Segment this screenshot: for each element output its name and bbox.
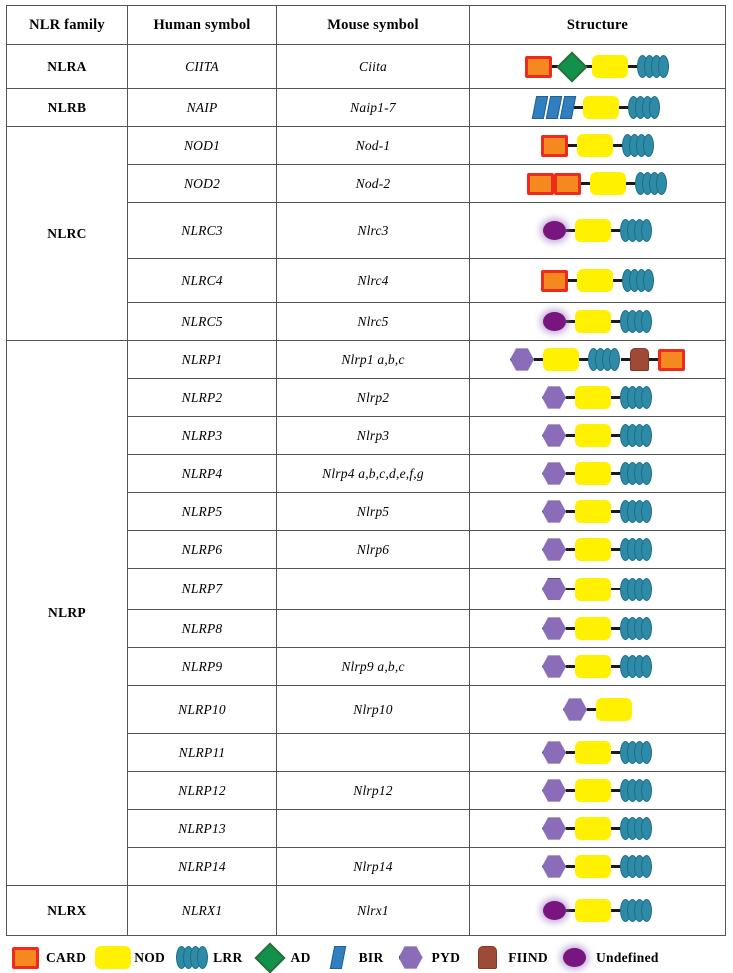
human-symbol-cell: NLRP12 xyxy=(128,772,277,810)
mouse-symbol-cell: Nlrc5 xyxy=(277,303,470,341)
family-cell-nlrp: NLRP xyxy=(7,341,128,886)
nod-domain-icon xyxy=(592,55,628,78)
lrr-domain-icon xyxy=(620,899,653,922)
legend-item-fiind xyxy=(470,946,558,969)
nod-domain-icon xyxy=(575,899,611,922)
nod-domain-icon xyxy=(575,310,611,333)
legend-item-ad xyxy=(253,947,321,969)
human-symbol-cell: NLRP11 xyxy=(128,734,277,772)
legend-label: AD xyxy=(290,949,311,965)
legend-glyph-wrapper xyxy=(96,946,130,969)
structure-diagram xyxy=(470,266,725,296)
structure-diagram xyxy=(470,345,725,375)
pyd-domain-icon xyxy=(542,538,566,561)
domain-linker xyxy=(566,510,575,513)
structure-cell xyxy=(470,772,726,810)
mouse-symbol-cell: Nlrp9 a,b,c xyxy=(277,648,470,686)
nod-domain-icon xyxy=(590,172,626,195)
lrr-domain-icon xyxy=(620,779,653,802)
domain-linker xyxy=(568,279,577,282)
ad-domain-icon xyxy=(556,51,587,82)
nod-domain-icon xyxy=(575,779,611,802)
human-symbol-cell: NLRC3 xyxy=(128,203,277,259)
domain-linker xyxy=(611,510,620,513)
human-symbol-cell: NLRP9 xyxy=(128,648,277,686)
domain-linker xyxy=(566,789,575,792)
pyd-domain-icon xyxy=(510,348,534,371)
structure-diagram xyxy=(470,459,725,489)
lrr-domain-icon xyxy=(622,269,655,292)
structure-diagram xyxy=(470,574,725,604)
lrr-domain-icon xyxy=(620,655,653,678)
mouse-symbol-cell xyxy=(277,734,470,772)
domain-linker xyxy=(566,751,575,754)
structure-diagram xyxy=(470,52,725,82)
nod-domain-icon xyxy=(596,698,632,721)
human-symbol-cell: CIITA xyxy=(128,45,277,89)
nod-domain-icon xyxy=(575,741,611,764)
nod-domain-icon xyxy=(575,817,611,840)
family-cell-nlrc: NLRC xyxy=(7,127,128,341)
legend-item-bir xyxy=(321,946,394,969)
structure-cell xyxy=(470,303,726,341)
lrr-domain-icon xyxy=(620,741,653,764)
card-domain-icon xyxy=(554,173,581,195)
domain-linker xyxy=(611,865,620,868)
lrr-domain-icon xyxy=(620,500,653,523)
domain-linker xyxy=(534,358,543,361)
legend-glyph-wrapper xyxy=(394,946,428,969)
mouse-symbol-cell: Nlrp4 a,b,c,d,e,f,g xyxy=(277,455,470,493)
structure-diagram xyxy=(470,776,725,806)
structure-cell xyxy=(470,886,726,936)
mouse-symbol-cell xyxy=(277,610,470,648)
domain-linker xyxy=(611,665,620,668)
bir-domain-group xyxy=(534,96,574,119)
human-symbol-cell: NLRP5 xyxy=(128,493,277,531)
legend-label: Undefined xyxy=(595,949,659,965)
mouse-symbol-cell: Nlrp6 xyxy=(277,531,470,569)
structure-cell xyxy=(470,455,726,493)
domain-linker xyxy=(626,182,635,185)
human-symbol-cell: NLRP4 xyxy=(128,455,277,493)
domain-linker xyxy=(566,627,575,630)
structure-diagram xyxy=(470,814,725,844)
nod-domain-icon xyxy=(575,462,611,485)
lrr-domain-icon xyxy=(620,855,653,878)
table-body xyxy=(7,45,726,936)
human-symbol-cell: NLRP1 xyxy=(128,341,277,379)
column-header-human-symbol: Human symbol xyxy=(128,6,277,45)
structure-diagram xyxy=(470,896,725,926)
pyd-domain-icon xyxy=(542,655,566,678)
mouse-symbol-cell: Nlrc4 xyxy=(277,259,470,303)
mouse-symbol-cell: Nlrp5 xyxy=(277,493,470,531)
pyd-domain-icon xyxy=(542,386,566,409)
pyd-domain-icon xyxy=(542,617,566,640)
pyd-domain-icon xyxy=(542,855,566,878)
domain-linker xyxy=(611,627,620,630)
lrr-domain-icon xyxy=(588,348,621,371)
legend-label: FIIND xyxy=(508,949,548,965)
mouse-symbol-cell: Nlrp14 xyxy=(277,848,470,886)
ad-icon xyxy=(254,942,285,973)
table-row xyxy=(7,127,726,165)
structure-cell xyxy=(470,810,726,848)
lrr-domain-icon xyxy=(620,424,653,447)
structure-cell xyxy=(470,127,726,165)
nod-domain-icon xyxy=(575,578,611,601)
lrr-icon xyxy=(176,946,209,969)
structure-cell xyxy=(470,610,726,648)
legend-glyph-wrapper xyxy=(8,947,42,969)
domain-linker xyxy=(611,751,620,754)
domain-linker xyxy=(611,472,620,475)
domain-linker xyxy=(613,144,622,147)
undefined-domain-icon xyxy=(543,901,566,920)
domain-linker xyxy=(611,434,620,437)
mouse-symbol-cell xyxy=(277,810,470,848)
nlr-family-table xyxy=(6,5,726,936)
structure-cell xyxy=(470,531,726,569)
lrr-domain-icon xyxy=(637,55,670,78)
domain-linker xyxy=(566,434,575,437)
lrr-domain-icon xyxy=(628,96,661,119)
table-row xyxy=(7,45,726,89)
mouse-symbol-cell: Nlrp10 xyxy=(277,686,470,734)
nod-domain-icon xyxy=(575,386,611,409)
column-header-structure: Structure xyxy=(470,6,726,45)
human-symbol-cell: NLRP13 xyxy=(128,810,277,848)
card-domain-icon xyxy=(527,173,554,195)
structure-cell xyxy=(470,89,726,127)
structure-cell xyxy=(470,165,726,203)
legend-glyph-wrapper xyxy=(470,946,504,969)
card-domain-icon xyxy=(525,56,552,78)
family-cell-nlrx: NLRX xyxy=(7,886,128,936)
legend-glyph-wrapper xyxy=(321,946,355,969)
domain-linker xyxy=(611,827,620,830)
fiind-domain-icon xyxy=(630,348,649,371)
mouse-symbol-cell: Nlrp1 a,b,c xyxy=(277,341,470,379)
lrr-domain-icon xyxy=(620,386,653,409)
nod-domain-icon xyxy=(575,500,611,523)
human-symbol-cell: NOD1 xyxy=(128,127,277,165)
card-domain-icon xyxy=(541,270,568,292)
domain-linker xyxy=(611,396,620,399)
domain-linker xyxy=(566,320,575,323)
structure-cell xyxy=(470,341,726,379)
legend-item-undefined xyxy=(558,948,665,967)
human-symbol-cell: NLRC5 xyxy=(128,303,277,341)
structure-diagram xyxy=(470,421,725,451)
legend-label: PYD xyxy=(431,949,461,965)
domain-linker xyxy=(649,358,658,361)
domain-linker xyxy=(581,182,590,185)
legend-glyph-wrapper xyxy=(175,946,209,969)
lrr-domain-icon xyxy=(620,219,653,242)
structure-cell xyxy=(470,493,726,531)
structure-cell xyxy=(470,45,726,89)
domain-linker xyxy=(566,548,575,551)
structure-cell xyxy=(470,203,726,259)
nod-domain-icon xyxy=(583,96,619,119)
structure-cell xyxy=(470,734,726,772)
pyd-domain-icon xyxy=(542,424,566,447)
human-symbol-cell: NLRC4 xyxy=(128,259,277,303)
bir-domain-icon xyxy=(560,96,576,119)
nod-domain-icon xyxy=(575,855,611,878)
domain-linker xyxy=(566,588,575,591)
legend-item-nod xyxy=(96,946,175,969)
nod-domain-icon xyxy=(575,219,611,242)
structure-cell xyxy=(470,648,726,686)
nod-domain-icon xyxy=(575,617,611,640)
domain-legend xyxy=(8,946,727,969)
lrr-domain-icon xyxy=(620,617,653,640)
human-symbol-cell: NAIP xyxy=(128,89,277,127)
human-symbol-cell: NLRP10 xyxy=(128,686,277,734)
pyd-domain-icon xyxy=(542,578,566,601)
domain-linker xyxy=(566,827,575,830)
mouse-symbol-cell: Nlrp12 xyxy=(277,772,470,810)
domain-linker xyxy=(568,144,577,147)
domain-linker xyxy=(611,229,620,232)
header-row xyxy=(7,6,726,45)
lrr-domain-icon xyxy=(635,172,668,195)
domain-linker xyxy=(566,865,575,868)
nlr-family-table-page xyxy=(0,5,733,965)
legend-label: CARD xyxy=(46,949,87,965)
structure-diagram xyxy=(470,383,725,413)
legend-glyph-wrapper xyxy=(253,947,287,969)
mouse-symbol-cell: Nlrp2 xyxy=(277,379,470,417)
structure-diagram xyxy=(470,307,725,337)
legend-item-pyd xyxy=(394,946,471,969)
nod-domain-icon xyxy=(575,655,611,678)
mouse-symbol-cell: Nlrc3 xyxy=(277,203,470,259)
structure-diagram xyxy=(470,93,725,123)
legend-glyph-wrapper xyxy=(558,948,592,967)
card-domain-icon xyxy=(658,349,685,371)
domain-linker xyxy=(566,909,575,912)
structure-diagram xyxy=(470,652,725,682)
structure-diagram xyxy=(470,497,725,527)
pyd-domain-icon xyxy=(542,741,566,764)
lrr-domain-icon xyxy=(620,310,653,333)
pyd-domain-icon xyxy=(563,698,587,721)
pyd-domain-icon xyxy=(542,500,566,523)
pyd-domain-icon xyxy=(542,817,566,840)
table-header xyxy=(7,6,726,45)
nod-icon xyxy=(95,946,131,969)
domain-linker xyxy=(566,472,575,475)
legend-label: NOD xyxy=(134,949,166,965)
mouse-symbol-cell: Nod-1 xyxy=(277,127,470,165)
human-symbol-cell: NLRP7 xyxy=(128,569,277,610)
nod-domain-icon xyxy=(575,424,611,447)
mouse-symbol-cell: Ciita xyxy=(277,45,470,89)
mouse-symbol-cell: Nlrx1 xyxy=(277,886,470,936)
structure-cell xyxy=(470,686,726,734)
structure-diagram xyxy=(470,535,725,565)
domain-linker xyxy=(621,358,630,361)
structure-diagram xyxy=(470,216,725,246)
mouse-symbol-cell: Nod-2 xyxy=(277,165,470,203)
table-row xyxy=(7,341,726,379)
pyd-domain-icon xyxy=(542,462,566,485)
fiind-icon xyxy=(478,946,497,969)
nod-domain-icon xyxy=(575,538,611,561)
mouse-symbol-cell: Naip1-7 xyxy=(277,89,470,127)
pyd-domain-icon xyxy=(542,779,566,802)
domain-linker xyxy=(628,65,637,68)
structure-diagram xyxy=(470,852,725,882)
structure-cell xyxy=(470,379,726,417)
structure-cell xyxy=(470,259,726,303)
human-symbol-cell: NLRP2 xyxy=(128,379,277,417)
structure-cell xyxy=(470,848,726,886)
domain-linker xyxy=(566,229,575,232)
column-header-nlr-family: NLR family xyxy=(7,6,128,45)
legend-label: BIR xyxy=(358,949,384,965)
pyd-icon xyxy=(399,946,423,969)
domain-linker xyxy=(587,708,596,711)
undefined-icon xyxy=(563,948,586,967)
human-symbol-cell: NOD2 xyxy=(128,165,277,203)
lrr-domain-icon xyxy=(620,462,653,485)
structure-diagram xyxy=(470,695,725,725)
domain-linker xyxy=(611,320,620,323)
table-row xyxy=(7,89,726,127)
undefined-domain-icon xyxy=(543,312,566,331)
nod-domain-icon xyxy=(543,348,579,371)
structure-diagram xyxy=(470,614,725,644)
legend-item-lrr xyxy=(175,946,252,969)
human-symbol-cell: NLRP6 xyxy=(128,531,277,569)
domain-linker xyxy=(611,588,620,591)
domain-linker xyxy=(574,106,583,109)
nod-domain-icon xyxy=(577,269,613,292)
nod-domain-icon xyxy=(577,134,613,157)
domain-linker xyxy=(566,396,575,399)
domain-linker xyxy=(579,358,588,361)
lrr-domain-icon xyxy=(622,134,655,157)
table-row xyxy=(7,886,726,936)
mouse-symbol-cell: Nlrp3 xyxy=(277,417,470,455)
human-symbol-cell: NLRP3 xyxy=(128,417,277,455)
domain-linker xyxy=(566,665,575,668)
domain-linker xyxy=(619,106,628,109)
card-icon xyxy=(12,947,39,969)
family-cell-nlra: NLRA xyxy=(7,45,128,89)
structure-cell xyxy=(470,417,726,455)
family-cell-nlrb: NLRB xyxy=(7,89,128,127)
human-symbol-cell: NLRP14 xyxy=(128,848,277,886)
human-symbol-cell: NLRP8 xyxy=(128,610,277,648)
card-domain-icon xyxy=(541,135,568,157)
structure-diagram xyxy=(470,169,725,199)
bir-icon xyxy=(329,946,345,969)
structure-diagram xyxy=(470,738,725,768)
legend-item-card xyxy=(8,947,96,969)
domain-linker xyxy=(611,789,620,792)
structure-cell xyxy=(470,569,726,610)
column-header-mouse-symbol: Mouse symbol xyxy=(277,6,470,45)
lrr-domain-icon xyxy=(620,817,653,840)
lrr-domain-icon xyxy=(620,578,653,601)
domain-linker xyxy=(611,909,620,912)
domain-linker xyxy=(613,279,622,282)
mouse-symbol-cell xyxy=(277,569,470,610)
lrr-domain-icon xyxy=(620,538,653,561)
undefined-domain-icon xyxy=(543,221,566,240)
domain-linker xyxy=(611,548,620,551)
legend-label: LRR xyxy=(213,949,243,965)
structure-diagram xyxy=(470,131,725,161)
human-symbol-cell: NLRX1 xyxy=(128,886,277,936)
